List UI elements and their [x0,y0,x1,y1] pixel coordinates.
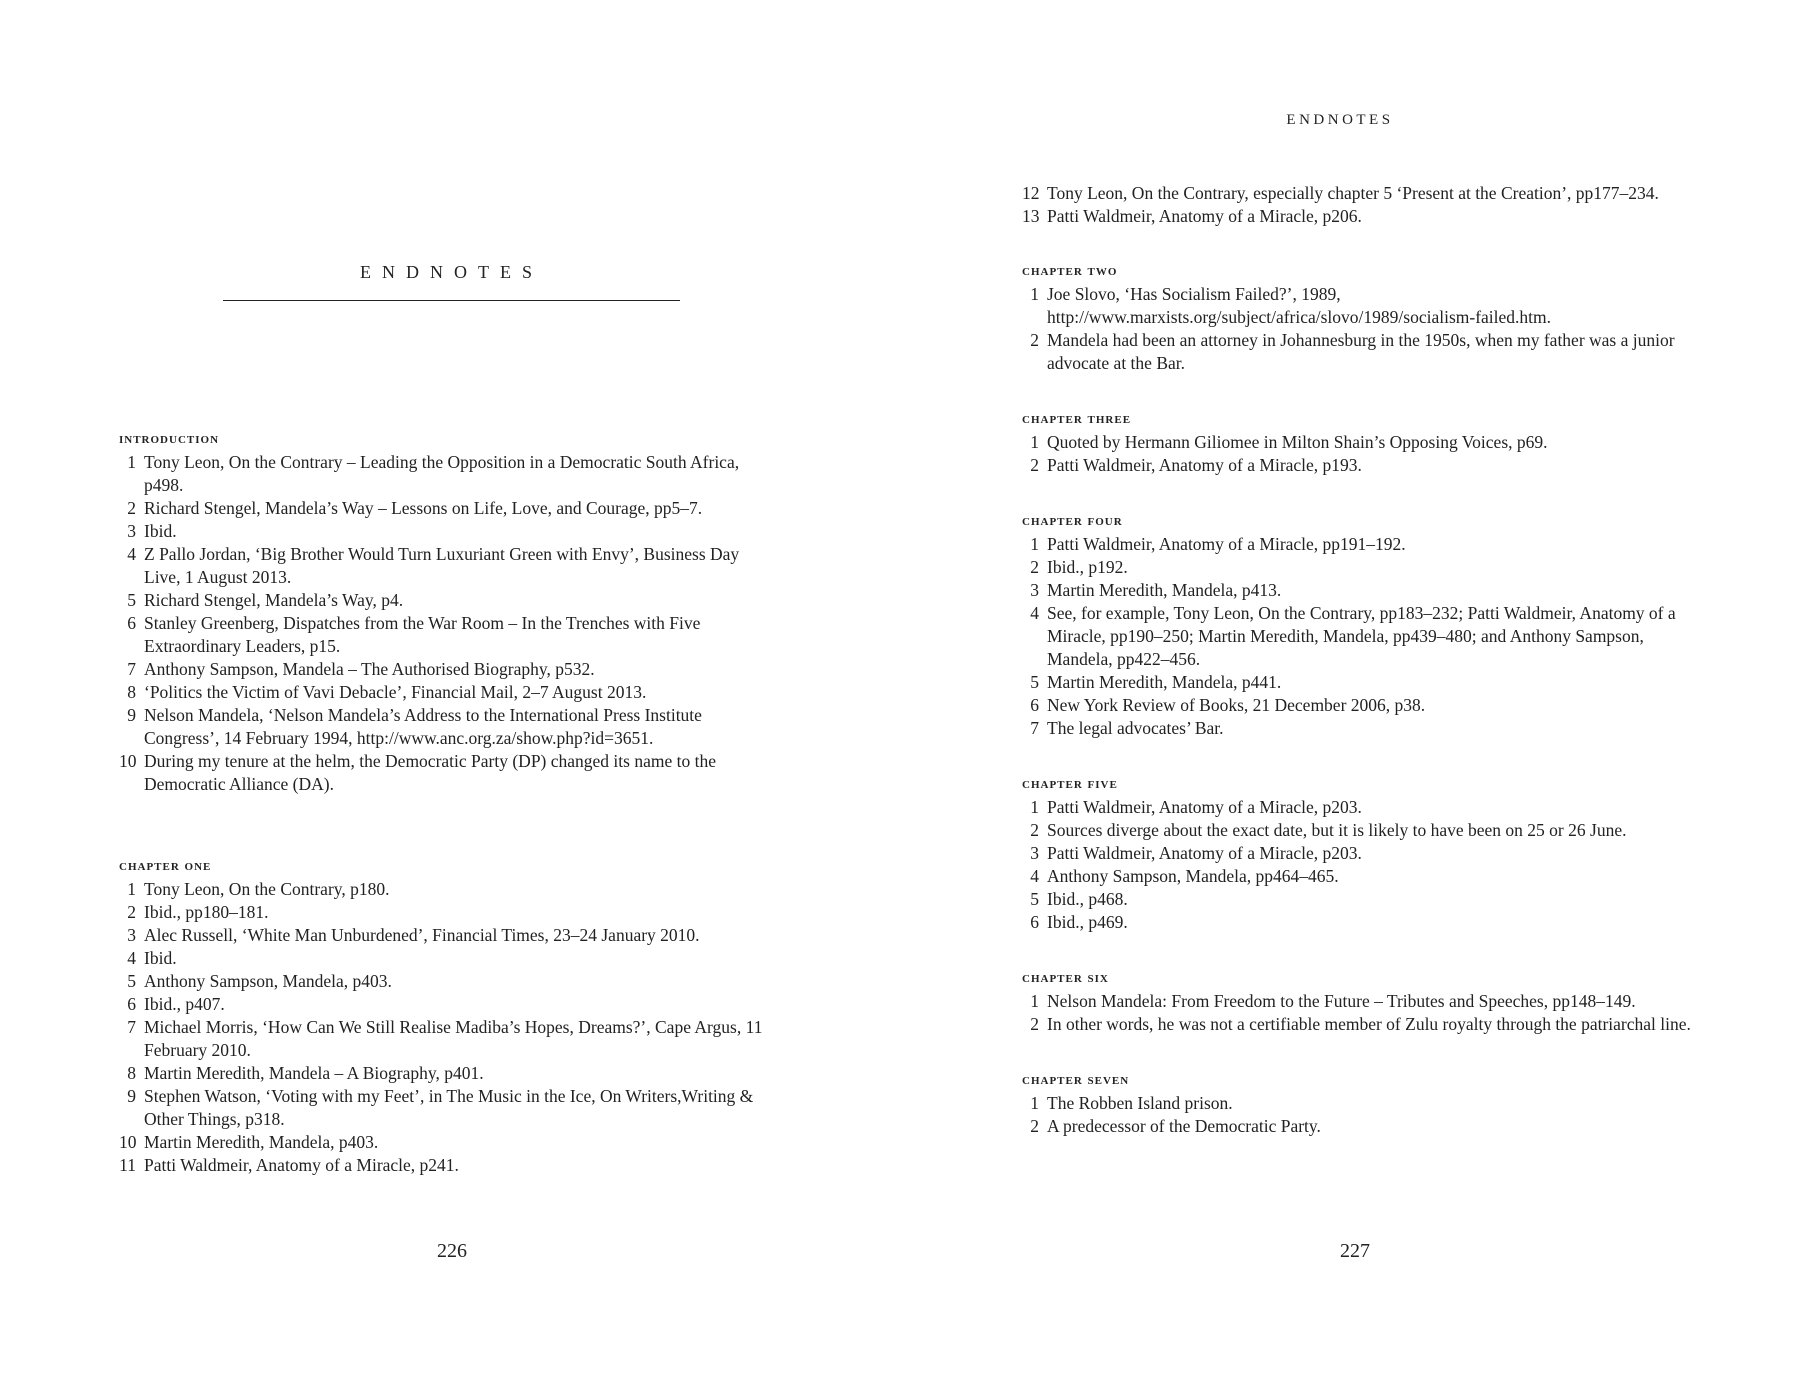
endnote: 2 In other words, he was not a certifiable member of Zulu royalty through the patriarchal line. [1030,1014,1691,1034]
endnote: 5 Richard Stengel, Mandela’s Way, p4. [127,590,404,610]
section-heading: chapter six [1022,970,1109,986]
page-number: 226 [437,1240,467,1262]
endnote: 2 Ibid., pp180–181. [127,902,269,922]
section-chapter-four [1022,510,1692,740]
endnote: 3 Alec Russell, ‘White Man Unburdened’, Financial Times, 23–24 January 2010. [127,925,700,945]
endnote: 6 Stanley Greenberg, Dispatches from the War Room – In the Trenches with Five Extraordinary Leaders, p15. [127,613,701,656]
endnote: 1 Quoted by Hermann Giliomee in Milton Shain’s Opposing Voices, p69. [1030,432,1548,452]
endnote: 3 Martin Meredith, Mandela, p413. [1030,580,1282,600]
section-introduction [119,428,774,796]
title-rule [223,300,680,301]
endnote: 2 Mandela had been an attorney in Johannesburg in the 1950s, when my father was a junior advocate at the Bar. [1030,330,1675,373]
endnote: 10 Martin Meredith, Mandela, p403. [119,1132,379,1152]
endnote: 1 Patti Waldmeir, Anatomy of a Miracle, pp191–192. [1030,534,1406,554]
section-chapter-six [1022,967,1692,1036]
endnote: 4 See, for example, Tony Leon, On the Contrary, pp183–232; Patti Waldmeir, Anatomy of a Miracle, pp190–250; Martin Meredith, Mandela, pp439–480; and Anthony Sampson, Mandela, pp422–456. [1030,603,1676,669]
endnote: 3 Ibid. [127,521,177,541]
endnote: 7 Anthony Sampson, Mandela – The Authorised Biography, p532. [127,659,595,679]
endnote: 1 Patti Waldmeir, Anatomy of a Miracle, p203. [1030,797,1362,817]
right-notes [1022,182,1692,1138]
endnote: 1 Joe Slovo, ‘Has Socialism Failed?’, 1989, http://www.marxists.org/subject/africa/slovo/1989/socialism-failed.htm. [1030,284,1552,327]
endnote: 6 New York Review of Books, 21 December 2006, p38. [1030,695,1426,715]
endnote: 9 Nelson Mandela, ‘Nelson Mandela’s Address to the International Press Institute Congress’, 14 February 1994, http://www.anc.org.za/show.php?id=3651. [127,705,702,748]
section-chapter-three [1022,408,1692,477]
section-heading: chapter four [1022,513,1123,529]
section-chapter-five [1022,773,1692,934]
endnote: 2 A predecessor of the Democratic Party. [1030,1116,1321,1136]
endnote: 5 Ibid., p468. [1030,889,1128,909]
endnote: 12 Tony Leon, On the Contrary, especially chapter 5 ‘Present at the Creation’, pp177–234. [1022,183,1659,203]
section-heading: chapter five [1022,776,1118,792]
endnote: 8 ‘Politics the Victim of Vavi Debacle’, Financial Mail, 2–7 August 2013. [127,682,647,702]
endnote: 6 Ibid., p407. [127,994,225,1014]
section-chapter-one [119,855,774,1177]
endnote: 1 The Robben Island prison. [1030,1093,1233,1113]
endnote: 9 Stephen Watson, ‘Voting with my Feet’, in The Music in the Ice, On Writers,Writing & Other Things, p318. [127,1086,754,1129]
endnote: 13 Patti Waldmeir, Anatomy of a Miracle, p206. [1022,206,1362,226]
endnote: 10 During my tenure at the helm, the Democratic Party (DP) changed its name to the Democratic Alliance (DA). [119,751,716,794]
endnote: 3 Patti Waldmeir, Anatomy of a Miracle, p203. [1030,843,1362,863]
running-head: ENDNOTES [1286,112,1394,128]
section-heading: chapter seven [1022,1072,1130,1088]
endnote: 7 Michael Morris, ‘How Can We Still Realise Madiba’s Hopes, Dreams?’, Cape Argus, 11 February 2010. [127,1017,763,1060]
section-chapter-one-continued [1022,182,1692,228]
endnote: 1 Nelson Mandela: From Freedom to the Future – Tributes and Speeches, pp148–149. [1030,991,1636,1011]
section-heading: introduction [119,431,220,447]
endnote: 2 Ibid., p192. [1030,557,1128,577]
endnote: 11 Patti Waldmeir, Anatomy of a Miracle, p241. [119,1155,459,1175]
section-heading: chapter three [1022,411,1132,427]
endnote: 1 Tony Leon, On the Contrary – Leading the Opposition in a Democratic South Africa, p498. [127,452,740,495]
endnote: 2 Richard Stengel, Mandela’s Way – Lessons on Life, Love, and Courage, pp5–7. [127,498,703,518]
endnote: 4 Anthony Sampson, Mandela, pp464–465. [1030,866,1339,886]
endnote: 2 Sources diverge about the exact date, but it is likely to have been on 25 or 26 June. [1030,820,1627,840]
endnote: 8 Martin Meredith, Mandela – A Biography, p401. [127,1063,484,1083]
left-notes [119,428,774,1177]
endnote: 4 Ibid. [127,948,177,968]
section-chapter-seven [1022,1069,1692,1138]
endnote: 5 Anthony Sampson, Mandela, p403. [127,971,392,991]
endnote: 7 The legal advocates’ Bar. [1030,718,1224,738]
endnote: 2 Patti Waldmeir, Anatomy of a Miracle, p193. [1030,455,1362,475]
page-title: ENDNOTES [360,262,543,282]
section-heading: chapter two [1022,263,1118,279]
endnote: 1 Tony Leon, On the Contrary, p180. [127,879,390,899]
page-number: 227 [1340,1240,1370,1262]
endnote: 6 Ibid., p469. [1030,912,1128,932]
endnote: 4 Z Pallo Jordan, ‘Big Brother Would Turn Luxuriant Green with Envy’, Business Day Live, 1 August 2013. [127,544,740,587]
section-chapter-two [1022,260,1692,375]
endnote: 5 Martin Meredith, Mandela, p441. [1030,672,1282,692]
section-heading: chapter one [119,858,212,874]
